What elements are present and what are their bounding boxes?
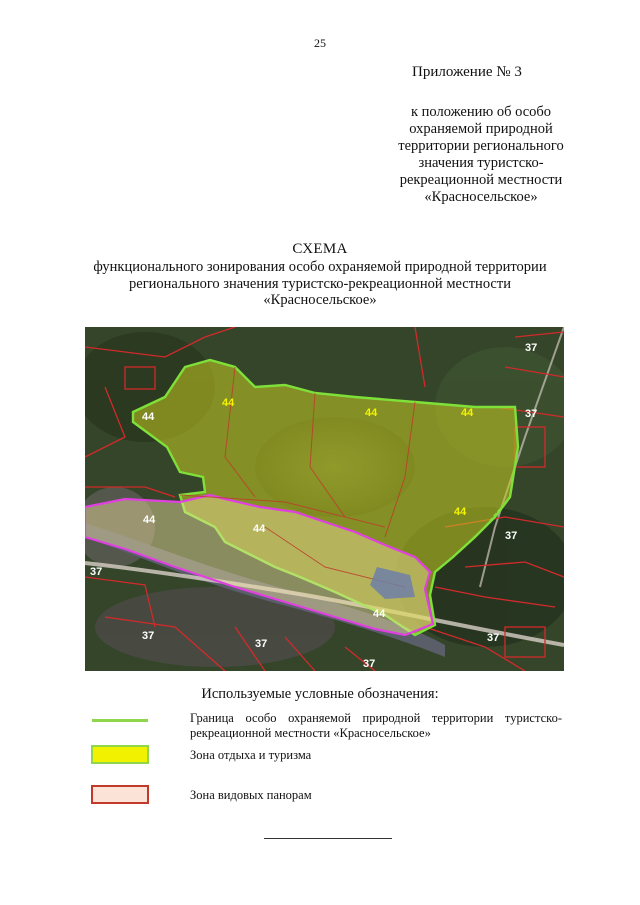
zone-number-label: 37	[142, 630, 155, 642]
legend-panorama-zone-swatch	[91, 785, 149, 804]
legend-boundary-line-swatch	[92, 719, 148, 722]
appendix-title: Приложение № 3	[412, 64, 522, 80]
zone-number-label: 44	[253, 523, 266, 535]
zone-number-label: 44	[365, 407, 378, 419]
scheme-heading: СХЕМА	[292, 241, 348, 257]
footer-rule	[264, 838, 392, 839]
zone-number-label: 44	[461, 407, 474, 419]
page-number: 25	[314, 36, 326, 50]
legend-recreation-zone-swatch	[91, 745, 149, 764]
zone-number-label: 37	[90, 566, 103, 578]
legend-panorama-zone-text: Зона видовых панорам	[190, 788, 312, 802]
legend-heading: Используемые условные обозначения:	[201, 686, 439, 702]
zone-number-label: 37	[525, 408, 538, 420]
zone-number-label: 44	[454, 506, 467, 518]
scheme-title: функционального зонирования особо охраняемой природной территории регионального значения туристско-рекреационной местности «Красносельское»	[93, 259, 547, 308]
zone-number-label: 37	[487, 632, 500, 644]
appendix-subtitle: к положению об особо охраняемой природной территории регионального значения туристско- рекреационной местности «Красносельское»	[398, 104, 564, 205]
zone-number-label: 44	[222, 397, 235, 409]
zoning-map-image	[85, 327, 564, 671]
zone-number-label: 37	[363, 658, 376, 670]
zone-number-label: 44	[143, 514, 156, 526]
zone-number-label: 37	[505, 530, 518, 542]
zone-number-label: 37	[255, 638, 268, 650]
zone-number-label: 44	[373, 608, 386, 620]
legend-boundary-text: Граница особо охраняемой природной территории туристско-рекреационной местности «Красносельское»	[190, 711, 562, 740]
zoning-map	[85, 327, 564, 671]
zone-number-label: 37	[525, 342, 538, 354]
legend-recreation-zone-text: Зона отдыха и туризма	[190, 748, 312, 762]
zone-number-label: 44	[142, 411, 155, 423]
